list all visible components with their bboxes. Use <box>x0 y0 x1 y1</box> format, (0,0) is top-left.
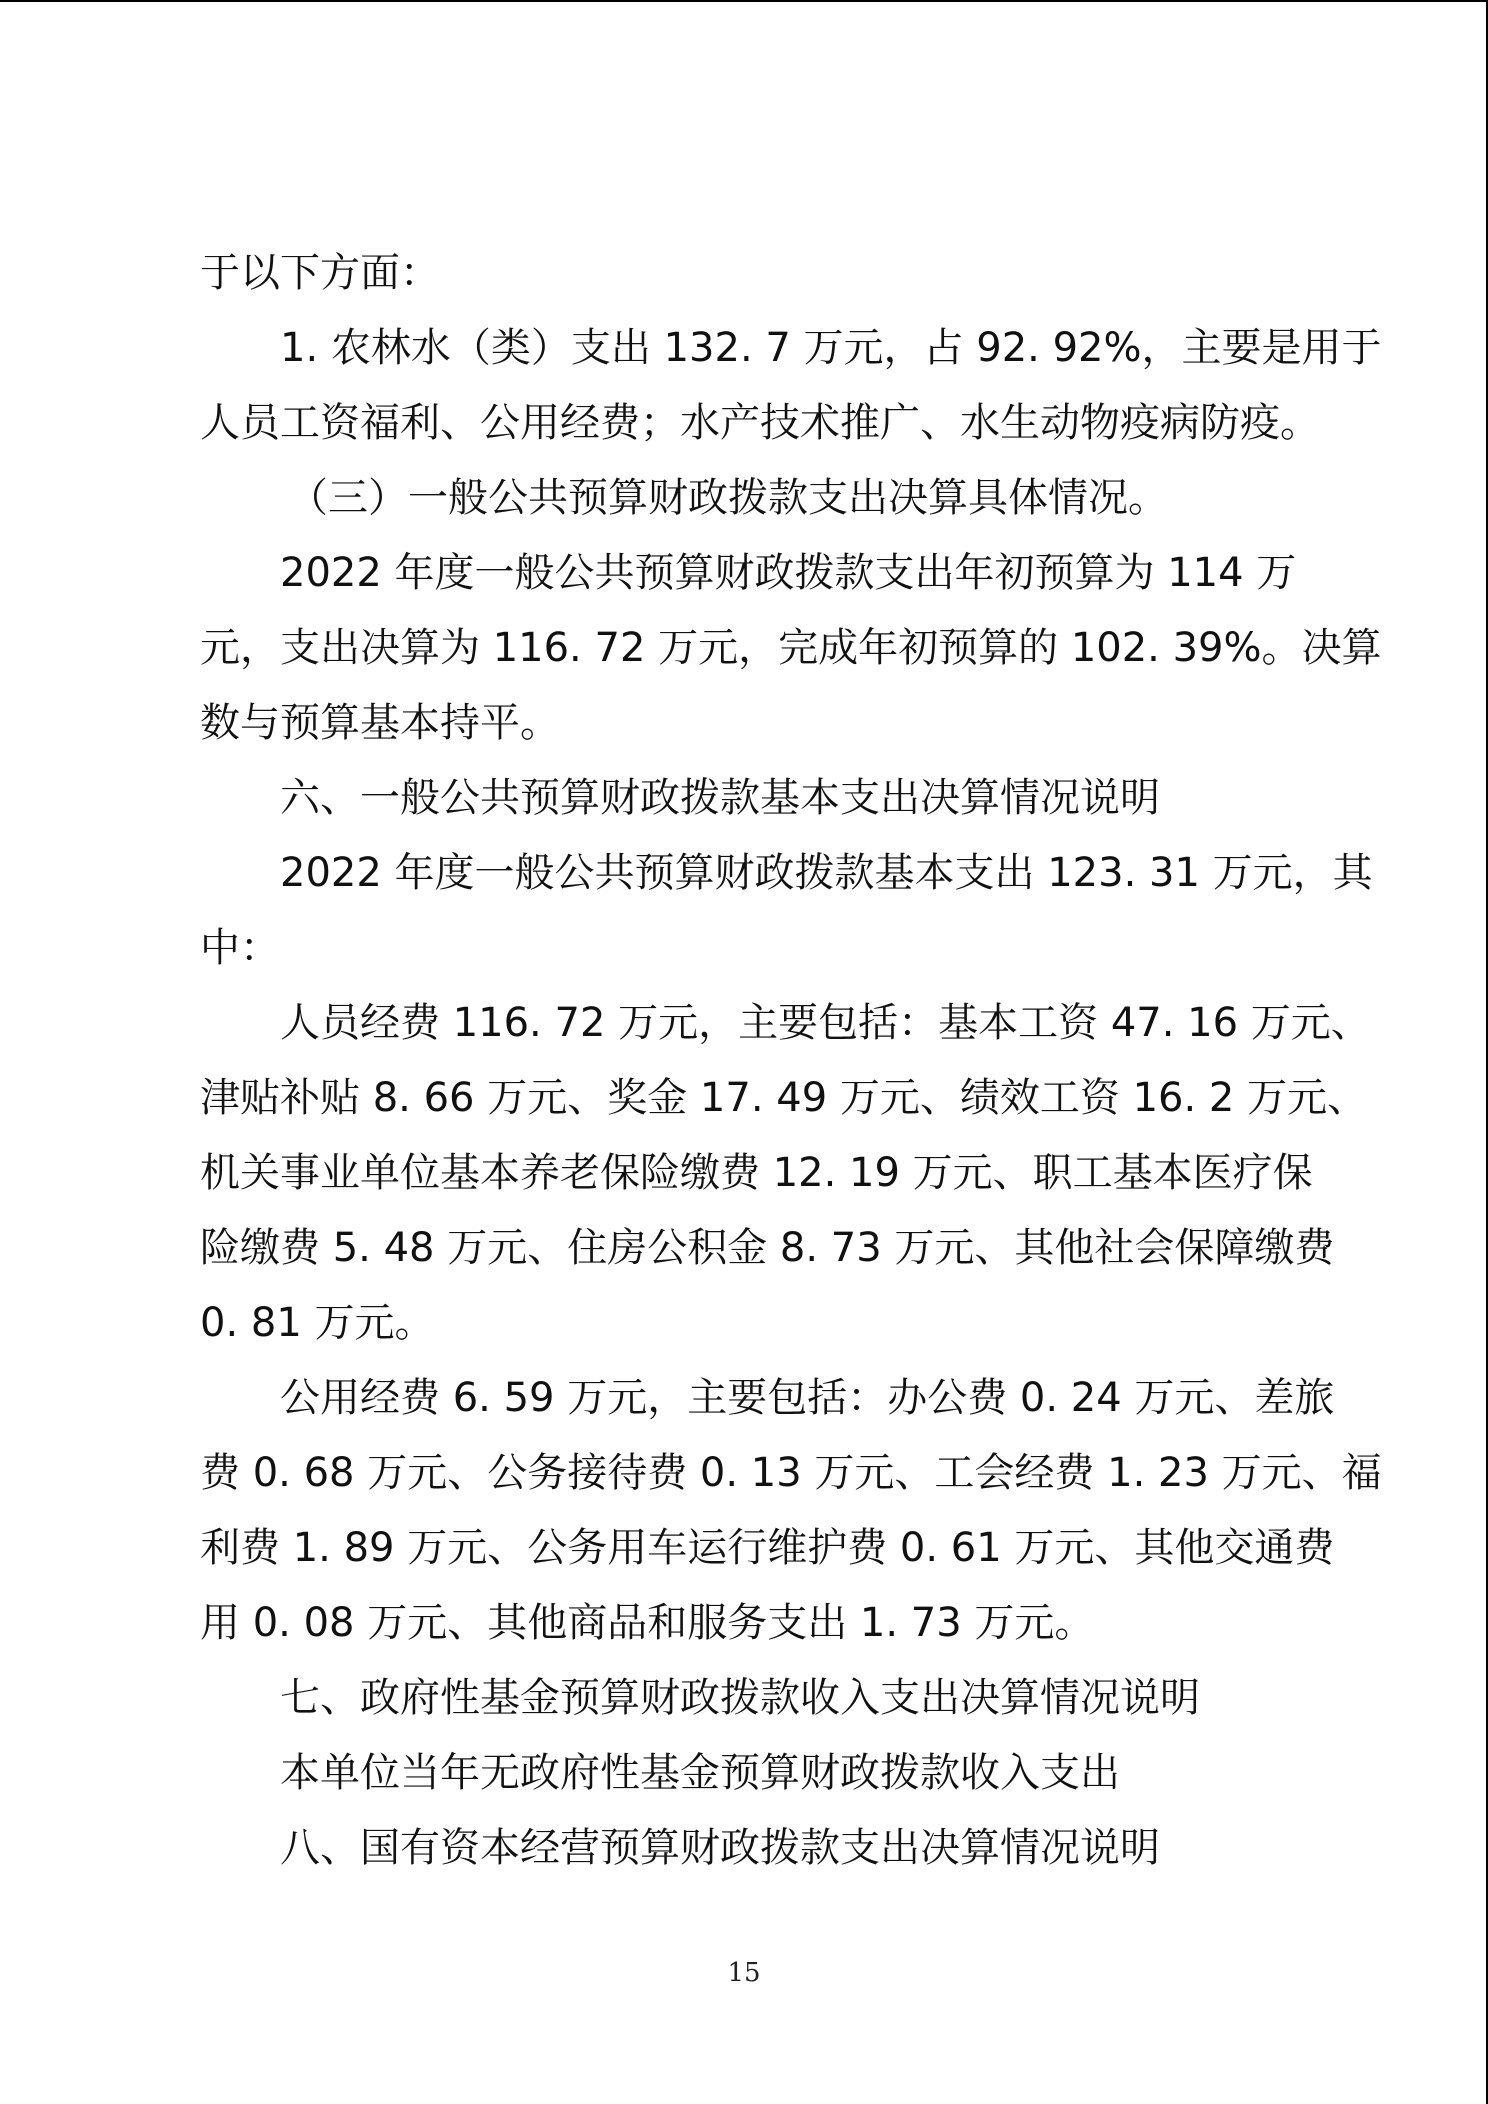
text-line: 人员工资福利、公用经费；水产技术推广、水生动物疫病防疫。 <box>200 400 1320 446</box>
text-line: 元，支出决算为 116. 72 万元，完成年初预算的 102. 39%。决算 <box>200 625 1382 671</box>
text-line: 利费 1. 89 万元、公务用车运行维护费 0. 61 万元、其他交通费 <box>200 1525 1335 1571</box>
text-line: 0. 81 万元。 <box>200 1300 435 1346</box>
section-heading-6: 六、一般公共预算财政拨款基本支出决算情况说明 <box>280 775 1160 821</box>
text-line: 2022 年度一般公共预算财政拨款基本支出 123. 31 万元，其 <box>280 850 1373 896</box>
text-line: 本单位当年无政府性基金预算财政拨款收入支出 <box>280 1750 1120 1796</box>
section-heading-8: 八、国有资本经营预算财政拨款支出决算情况说明 <box>280 1825 1160 1871</box>
section-heading-3: （三）一般公共预算财政拨款支出决算具体情况。 <box>288 475 1168 521</box>
text-line: 机关事业单位基本养老保险缴费 12. 19 万元、职工基本医疗保 <box>200 1150 1313 1196</box>
page-number: 15 <box>727 1958 761 1988</box>
section-heading-7: 七、政府性基金预算财政拨款收入支出决算情况说明 <box>280 1675 1200 1721</box>
text-line-item-1: 1. 农林水（类）支出 132. 7 万元，占 92. 92%，主要是用于 <box>280 325 1382 371</box>
text-line: 费 0. 68 万元、公务接待费 0. 13 万元、工会经费 1. 23 万元、福 <box>200 1450 1382 1496</box>
text-line: 中： <box>200 925 280 971</box>
text-line: 津贴补贴 8. 66 万元、奖金 17. 49 万元、绩效工资 16. 2 万元、 <box>200 1075 1368 1121</box>
text-line: 公用经费 6. 59 万元，主要包括：办公费 0. 24 万元、差旅 <box>280 1375 1335 1421</box>
text-line: 2022 年度一般公共预算财政拨款支出年初预算为 114 万 <box>280 550 1297 596</box>
text-line: 险缴费 5. 48 万元、住房公积金 8. 73 万元、其他社会保障缴费 <box>200 1225 1335 1271</box>
text-line: 用 0. 08 万元、其他商品和服务支出 1. 73 万元。 <box>200 1600 1095 1646</box>
body-text <box>200 236 1382 1886</box>
text-line: 数与预算基本持平。 <box>200 700 560 746</box>
text-line: 人员经费 116. 72 万元，主要包括：基本工资 47. 16 万元、 <box>280 1000 1371 1046</box>
text-line-continuation: 于以下方面： <box>200 250 440 296</box>
top-border-line <box>0 0 1488 2</box>
